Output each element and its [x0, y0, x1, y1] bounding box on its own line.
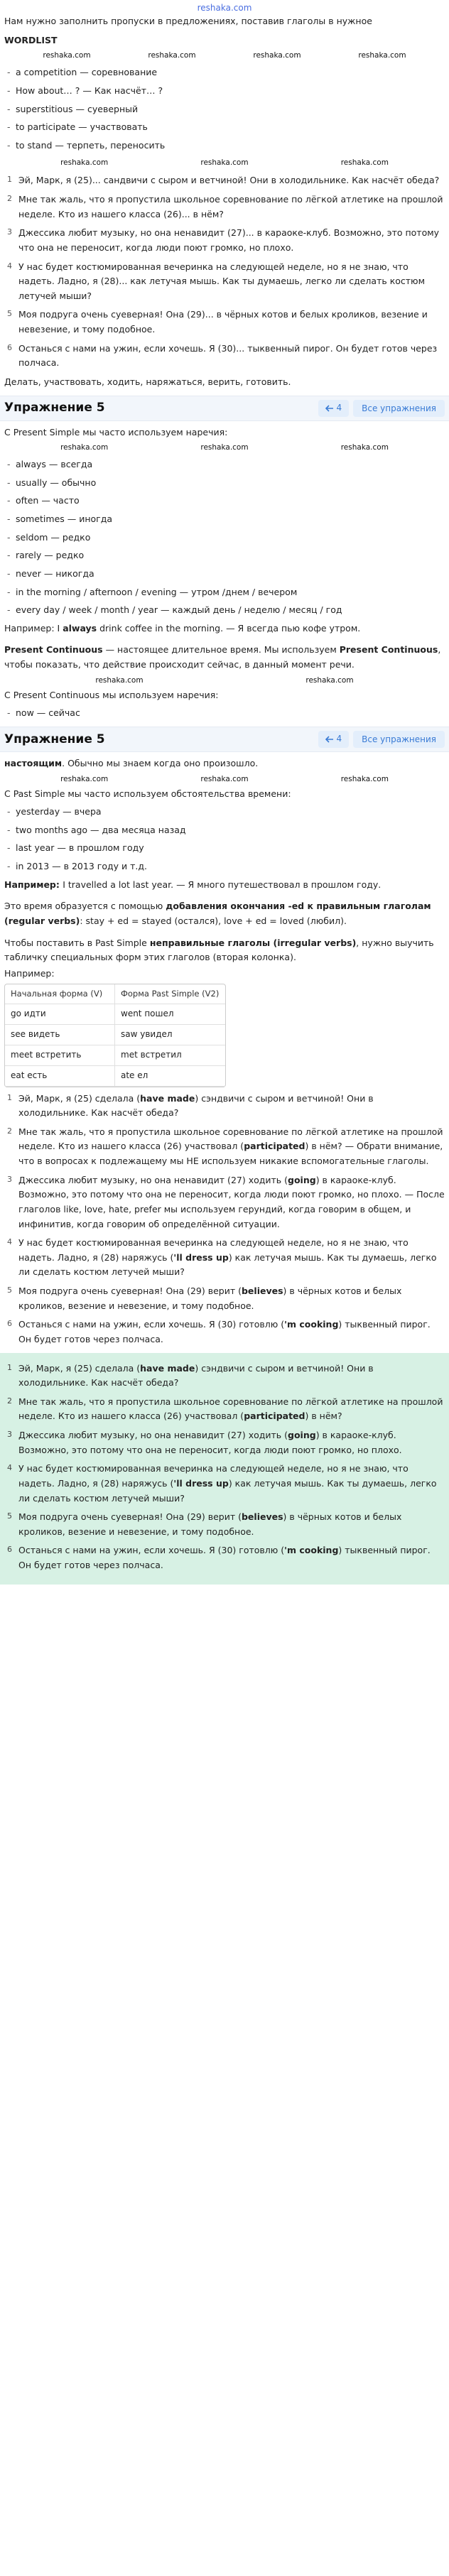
answer-verb: believes [241, 1286, 283, 1297]
item-number: 4 [7, 1237, 12, 1247]
answer-block [0, 1353, 449, 1585]
wordlist-item: - How about… ? — Как насчёт… ? [16, 84, 445, 99]
adverb-item: - last year — в прошлом году [16, 841, 445, 856]
past-simple-text [0, 756, 449, 771]
task-item [7, 342, 445, 371]
watermark: reshaka.com [95, 675, 144, 685]
watermark: reshaka.com [43, 51, 91, 60]
regular-prefix: Это время образуется с помощью [4, 901, 166, 912]
watermark: reshaka.com [340, 443, 389, 452]
watermark: reshaka.com [200, 774, 249, 783]
item-number: 3 [7, 1430, 12, 1440]
explanation-item [7, 1125, 445, 1169]
answer-verb: have made [140, 1092, 195, 1104]
exercise-header [0, 727, 449, 752]
task-text: У нас будет костюмированная вечеринка на следующей неделе, но я не знаю, что надеть. Ладно, я (28)... как летучая мышь. Как ты думаешь, легко ли сделать костюм летучей мыши? [18, 261, 425, 301]
present-simple-example [0, 621, 449, 636]
example-suffix: drink coffee in the morning. — Я всегда пью кофе утром. [97, 622, 361, 634]
all-exercises-button[interactable]: Все упражнения [353, 400, 445, 417]
task-text: Эй, Марк, я (25)... сандвичи с сыром и ветчиной! Они в холодильнике. Как насчёт обеда? [18, 175, 440, 186]
table-cell: go идти [5, 1004, 115, 1025]
table-cell: eat есть [5, 1066, 115, 1087]
present-continuous-text [0, 643, 449, 672]
answer-verb: going [288, 1430, 316, 1441]
task-text: Мне так жаль, что я пропустила школьное соревнование по лёгкой атлетике на прошлой неделе. Кто из нашего класса (26)... в нём? [18, 194, 443, 219]
table-cell: met встретил [115, 1045, 225, 1066]
watermark: reshaka.com [358, 51, 406, 60]
answer-list [0, 1362, 449, 1573]
answer-verb: going [288, 1174, 316, 1185]
answer-text: Мне так жаль, что я пропустила школьное соревнование по лёгкой атлетике на прошлой неделе. Кто из нашего класса (26) участвовал ( [18, 1396, 443, 1422]
watermark-row [0, 49, 449, 62]
task-item [7, 260, 445, 304]
regular-bold: добавления окончания -ed к правильным глаголам (regular verbs) [4, 901, 431, 926]
task-list [0, 173, 449, 371]
item-number: 2 [7, 1396, 12, 1406]
answer-text: Джессика любит музыку, но она ненавидит (27) ходить ( [18, 1430, 288, 1441]
wordlist [0, 65, 449, 153]
wordlist-item: - to participate — участвовать [16, 120, 445, 135]
regular-verbs-text [0, 899, 449, 928]
answer-verb: participated [244, 1411, 305, 1422]
answer-text: ) в чёрных котов и белых кроликов, везение и невезение, и тому подобное. [18, 1511, 402, 1537]
example-text: I travelled a lot last year. [63, 879, 174, 890]
watermark: reshaka.com [305, 675, 354, 685]
table-cell: went пошел [115, 1004, 225, 1025]
wordlist-item: - superstitious — суеверный [16, 102, 445, 117]
item-number: 1 [7, 1362, 12, 1372]
watermark-row [0, 156, 449, 169]
adverb-item: - sometimes — иногда [16, 512, 445, 527]
watermark: reshaka.com [340, 774, 389, 783]
past-adverb-list [0, 805, 449, 874]
explanation-text: Эй, Марк, я (25) сделала ( [18, 1092, 141, 1104]
adverb-item: - yesterday — вчера [16, 805, 445, 820]
adverb-item: - seldom — редко [16, 531, 445, 545]
adverb-item: - always — всегда [16, 457, 445, 472]
task-item [7, 226, 445, 255]
explanation-text: ) как летучая мышь. Как ты думаешь, легко ли сделать костюм летучей мыши? [18, 1251, 437, 1278]
answer-verb: believes [241, 1511, 283, 1523]
item-number: 6 [7, 1545, 12, 1555]
table-header: Начальная форма (V) [5, 984, 115, 1004]
example-prefix: Например: I [4, 622, 63, 634]
item-number: 1 [7, 1092, 12, 1102]
watermark: reshaka.com [253, 51, 301, 60]
explanation-text: ) тыквенный пирог. Он будет готов через полчаса. [18, 1319, 431, 1344]
pc-term: Present Continuous [339, 644, 438, 656]
intro-text: Нам нужно заполнить пропуски в предложениях, поставив глаголы в нужное [4, 16, 372, 26]
explanation-text: Моя подруга очень суеверная! Она (29) верит ( [18, 1286, 242, 1297]
example-bold: always [63, 622, 97, 634]
irregular-prefix: Чтобы поставить в Past Simple [4, 937, 150, 948]
exercise-title: Упражнение 5 [4, 732, 105, 746]
adverb-item: - every day / week / month / year — каждый день / неделю / месяц / год [16, 603, 445, 618]
arrow-left-icon [325, 736, 334, 743]
prev-exercise-button[interactable] [318, 400, 350, 417]
all-exercises-button[interactable]: Все упражнения [353, 731, 445, 748]
irregular-verbs-text [0, 936, 449, 965]
explanation-text: ) в чёрных котов и белых кроликов, везение и невезение, и тому подобное. [18, 1286, 402, 1311]
outro-text: Делать, участвовать, ходить, наряжаться, верить, готовить. [4, 376, 291, 387]
table-cell: see видеть [5, 1025, 115, 1045]
watermark: reshaka.com [148, 51, 196, 60]
answer-verb: 'll dress up [173, 1477, 229, 1489]
wordlist-title: WORDLIST [4, 34, 58, 45]
watermark-row [0, 773, 449, 786]
answer-text: ) в караоке-клуб. Возможно, это потому что она не переносит, когда люди поют громко, но плохо. [18, 1430, 402, 1455]
answer-text: Эй, Марк, я (25) сделала ( [18, 1362, 141, 1374]
watermark: reshaka.com [60, 443, 109, 452]
item-number: 2 [7, 194, 12, 203]
irregular-example-label: Например: [4, 967, 55, 979]
table-header: Форма Past Simple (V2) [115, 984, 225, 1004]
explanation-item [7, 1173, 445, 1232]
item-number: 1 [7, 175, 12, 185]
item-number: 5 [7, 309, 12, 319]
answer-item [7, 1510, 445, 1539]
wordlist-item: - a competition — соревнование [16, 65, 445, 80]
answer-text: ) как летучая мышь. Как ты думаешь, легко ли сделать костюм летучей мыши? [18, 1477, 437, 1504]
watermark: reshaka.com [340, 158, 389, 168]
pc-term: Present Continuous [4, 644, 103, 656]
explanation-text: Джессика любит музыку, но она ненавидит (27) ходить ( [18, 1174, 288, 1185]
item-number: 4 [7, 1463, 12, 1473]
table-cell: meet встретить [5, 1045, 115, 1066]
answer-text: У нас будет костюмированная вечеринка на следующей неделе, но я не знаю, что надеть. Ладно, я (28) наряжусь ( [18, 1463, 409, 1489]
explanation-list [0, 1092, 449, 1347]
regular-suffix: : stay + ed = stayed (остался), love + ed = loved (любил). [80, 915, 347, 926]
exercise-header [0, 396, 449, 421]
adverb-item: - in the morning / afternoon / evening — утром /днем / вечером [16, 585, 445, 600]
adverb-item: - usually — обычно [16, 476, 445, 491]
item-number: 5 [7, 1511, 12, 1521]
pc-text: , чтобы показать, что действие происходит сейчас, в данный момент речи. [4, 644, 441, 670]
verb-forms-table [4, 984, 226, 1087]
answer-verb: 'm cooking [284, 1319, 339, 1330]
task-item [7, 192, 445, 222]
explanation-text: Останься с нами на ужин, если хочешь. Я (30) готовлю ( [18, 1319, 285, 1330]
past-intro: С Past Simple мы часто используем обстоятельства времени: [4, 788, 291, 799]
watermark: reshaka.com [60, 158, 109, 168]
table-cell: saw увидел [115, 1025, 225, 1045]
answer-verb: 'm cooking [284, 1545, 339, 1556]
adverb-item: - in 2013 — в 2013 году и т.д. [16, 859, 445, 874]
watermark: reshaka.com [60, 774, 109, 783]
adverb-list [0, 457, 449, 618]
answer-text: ) в нём? [305, 1411, 342, 1422]
answer-item [7, 1362, 445, 1391]
explanation-item [7, 1284, 445, 1313]
answer-text: Останься с нами на ужин, если хочешь. Я (30) готовлю ( [18, 1545, 285, 1556]
task-text: Моя подруга очень суеверная! Она (29)... в чёрных котов и белых кроликов, везение и невезение, и тому подобное. [18, 309, 428, 335]
prev-exercise-label: 4 [336, 402, 342, 413]
watermark: reshaka.com [200, 158, 249, 168]
item-number: 5 [7, 1286, 12, 1295]
item-number: 3 [7, 1174, 12, 1184]
site-link[interactable]: reshaka.com [197, 3, 252, 13]
explanation-item [7, 1236, 445, 1280]
exercise-nav [318, 400, 445, 417]
past-term: настоящим [4, 757, 63, 768]
task-text: Джессика любит музыку, но она ненавидит (27)... в караоке-клуб. Возможно, это потому что она не переносит, когда люди поют громко, но плохо. [18, 227, 440, 253]
adverb-item: - now — сейчас [16, 706, 445, 721]
task-item [7, 308, 445, 337]
prev-exercise-label: 4 [336, 733, 342, 744]
item-number: 6 [7, 342, 12, 352]
adverb-item: - rarely — редко [16, 548, 445, 563]
explanation-text: ) в караоке-клуб. Возможно, это потому что она не переносит, когда люди поют громко, но плохо. — После глаголов like, love, hate, prefer мы используем герундий, когда говорим в общем, и инфинитив, когда говорим об определённой ситуации. [18, 1174, 445, 1229]
watermark-row [0, 441, 449, 454]
answer-item [7, 1428, 445, 1457]
prev-exercise-button[interactable] [318, 731, 350, 748]
answer-item [7, 1543, 445, 1572]
item-number: 3 [7, 227, 12, 237]
watermark: reshaka.com [200, 443, 249, 452]
pc-adverb-list [0, 706, 449, 721]
past-text: . Обычно мы знаем когда оно произошло. [62, 757, 259, 768]
exercise-title: Упражнение 5 [4, 401, 105, 415]
example-suffix: — Я много путешествовал в прошлом году. [173, 879, 382, 890]
answer-text: ) тыквенный пирог. Он будет готов через полчаса. [18, 1545, 431, 1571]
answer-verb: 'll dress up [173, 1251, 229, 1263]
item-number: 4 [7, 261, 12, 271]
explanation-text: У нас будет костюмированная вечеринка на следующей неделе, но я не знаю, что надеть. Ладно, я (28) наряжусь ( [18, 1237, 409, 1263]
explanation-text: ) сэндвичи с сыром и ветчиной! Они в холодильнике. Как насчёт обеда? [18, 1092, 374, 1119]
adverb-item: - two months ago — два месяца назад [16, 823, 445, 838]
task-item [7, 173, 445, 188]
answer-item [7, 1462, 445, 1506]
answer-text: Моя подруга очень суеверная! Она (29) верит ( [18, 1511, 242, 1523]
pc-intro: С Present Continuous мы используем наречия: [4, 689, 219, 700]
exercise-nav [318, 731, 445, 748]
answer-text: ) сэндвичи с сыром и ветчиной! Они в холодильнике. Как насчёт обеда? [18, 1362, 374, 1388]
answer-verb: participated [244, 1141, 305, 1152]
explanation-item [7, 1317, 445, 1347]
present-simple-intro: С Present Simple мы часто используем наречия: [4, 426, 228, 438]
watermark-row [0, 674, 449, 687]
answer-verb: have made [140, 1362, 195, 1374]
item-number: 6 [7, 1319, 12, 1329]
adverb-item: - never — никогда [16, 567, 445, 582]
irregular-bold: неправильные глаголы (irregular verbs) [149, 937, 357, 948]
task-text: Останься с нами на ужин, если хочешь. Я (30)... тыквенный пирог. Он будет готов через полчаса. [18, 342, 438, 369]
irregular-suffix: , нужно выучить табличку специальных форм этих глаголов (вторая колонка). [4, 937, 434, 963]
wordlist-item: - to stand — терпеть, переносить [16, 138, 445, 153]
item-number: 2 [7, 1126, 12, 1136]
arrow-left-icon [325, 405, 334, 412]
table-cell: ate ел [115, 1066, 225, 1087]
explanation-item [7, 1092, 445, 1121]
explanation-text: ) в нём? — Обрати внимание, что в вопросах к подлежащему мы НЕ используем никакие вспомогательные глаголы. [18, 1141, 443, 1167]
answer-item [7, 1395, 445, 1424]
past-example [0, 878, 449, 893]
pc-text: — настоящее длительное время. Мы используем [102, 644, 340, 656]
explanation-text: Мне так жаль, что я пропустила школьное соревнование по лёгкой атлетике на прошлой неделе. Кто из нашего класса (26) участвовал ( [18, 1126, 443, 1152]
adverb-item: - often — часто [16, 494, 445, 509]
example-prefix: Например: [4, 879, 63, 890]
